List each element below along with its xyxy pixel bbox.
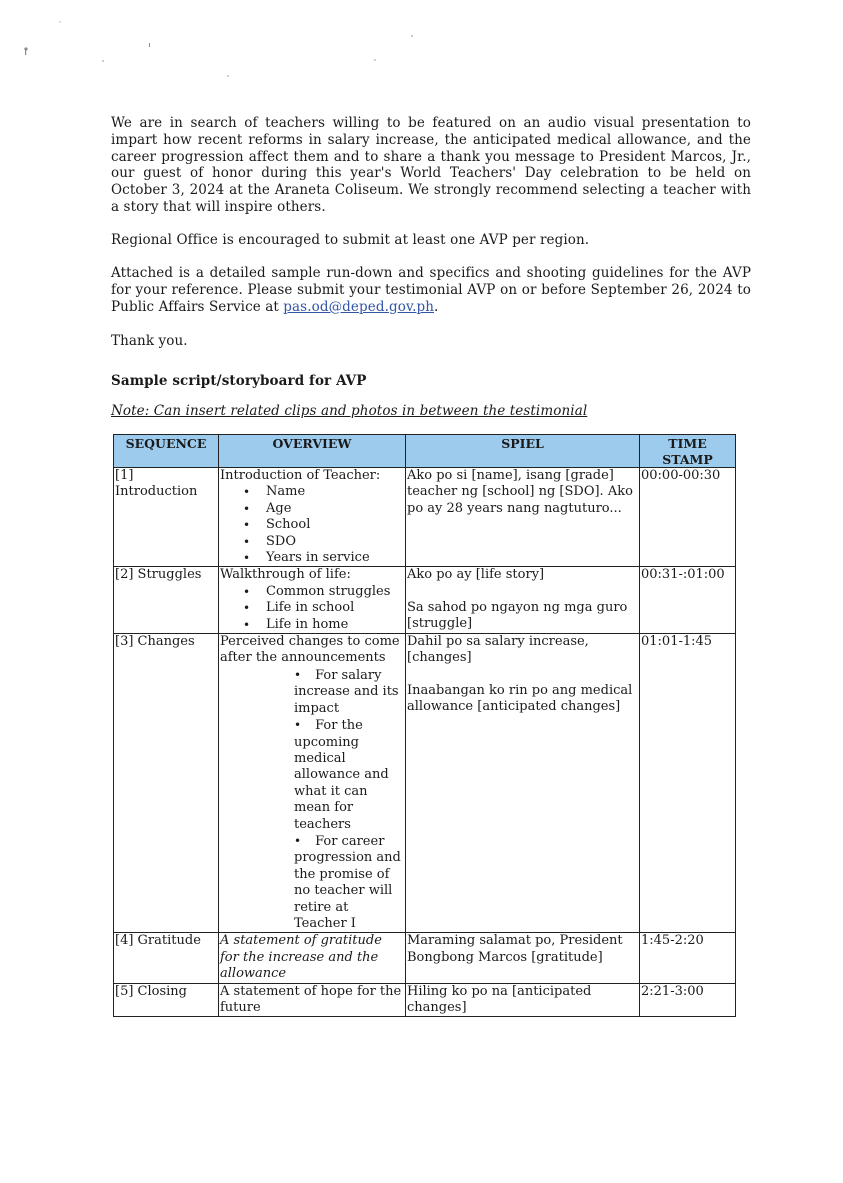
table-row <box>114 983 736 1017</box>
spiel-cell: Maraming salamat po, President Bongbong Marcos [gratitude] <box>406 933 640 983</box>
overview-cell <box>219 567 406 634</box>
overview-intro: Walkthrough of life: <box>220 567 351 583</box>
spiel-cell <box>406 567 640 634</box>
overview-list <box>220 484 404 566</box>
overview-list <box>220 584 404 633</box>
sequence-cell: [5] Closing <box>114 983 219 1017</box>
list-item: • Age <box>266 501 404 517</box>
attached-text: Attached is a detailed sample run-down and specifics and shooting guidelines for the AVP for your reference. Please submit your testimonial AVP on or before September 26, 2024 to Public Affairs Service at <box>111 265 751 315</box>
regional-paragraph: Regional Office is encouraged to submit at least one AVP per region. <box>111 232 590 248</box>
overview-cell <box>219 634 406 933</box>
list-item: • Years in service <box>266 550 404 566</box>
overview-cell: A statement of gratitude for the increase and the allowance <box>219 933 406 983</box>
time-cell: 00:31-:01:00 <box>640 567 736 634</box>
scan-specks <box>0 0 843 120</box>
overview-cell <box>219 468 406 567</box>
list-item: • School <box>266 517 404 533</box>
spiel-text: Inaabangan ko rin po ang medical allowance [anticipated changes] <box>407 682 633 715</box>
intro-paragraph: We are in search of teachers willing to be featured on an audio visual presentation to impart how recent reforms in salary increase, the anticipated medical allowance, and the career progression affect them and to share a thank you message to President Marcos, Jr., our guest of honor during this year's World Teachers' Day celebration to be held on October 3, 2024 at the Araneta Coliseum. We strongly recommend selecting a teacher with a story that will inspire others. <box>111 115 751 215</box>
spiel-text: Dahil po sa salary increase, [changes] <box>407 634 589 666</box>
time-cell: 2:21-3:00 <box>640 983 736 1017</box>
time-cell: 00:00-00:30 <box>640 468 736 567</box>
table-row <box>114 634 736 933</box>
spiel-cell <box>406 468 640 567</box>
sequence-cell: [2] Struggles <box>114 567 219 634</box>
time-cell: 01:01-1:45 <box>640 634 736 933</box>
table-row <box>114 933 736 983</box>
spiel-cell <box>406 634 640 933</box>
spiel-spacer <box>407 584 638 600</box>
thanks-paragraph: Thank you. <box>111 333 188 349</box>
list-item: • For career progression and the promise of no teacher will retire at Teacher I <box>294 833 404 932</box>
sequence-cell: [3] Changes <box>114 634 219 933</box>
list-item: • For salary increase and its impact <box>294 667 404 717</box>
attached-text-end: . <box>434 298 439 315</box>
note-line: Note: Can insert related clips and photos in between the testimonial <box>111 403 588 419</box>
spiel-spacer <box>407 667 638 683</box>
spiel-cell: Hiling ko po na [anticipated changes] <box>406 983 640 1017</box>
header-time-stamp: TIME STAMP <box>640 435 736 468</box>
email-link[interactable]: pas.od@deped.gov.ph <box>283 298 434 315</box>
list-item: • SDO <box>266 534 404 550</box>
time-cell: 1:45-2:20 <box>640 933 736 983</box>
overview-intro: Introduction of Teacher: <box>220 468 381 483</box>
overview-list <box>220 667 404 933</box>
list-item: • Life in home <box>266 617 404 633</box>
spiel-text: Ako po ay [life story] <box>407 567 545 583</box>
table-row <box>114 567 736 634</box>
spiel-text: Ako po si [name], isang [grade] teacher ng [school] ng [SDO]. Ako po ay 28 years nang nagtuturo... <box>407 468 633 516</box>
spiel-text: Sa sahod po ngayon ng mga guro [struggle] <box>407 599 628 632</box>
list-item: • Life in school <box>266 600 404 616</box>
attached-paragraph <box>111 265 751 315</box>
table-header-row <box>114 435 736 468</box>
header-spiel: SPIEL <box>406 435 640 468</box>
section-heading: Sample script/storyboard for AVP <box>111 373 367 389</box>
list-item: • For the upcoming medical allowance and what it can mean for teachers <box>294 717 404 833</box>
sequence-cell: [4] Gratitude <box>114 933 219 983</box>
header-sequence: SEQUENCE <box>114 435 219 468</box>
list-item: • Common struggles <box>266 584 404 600</box>
table-row <box>114 468 736 567</box>
sequence-cell: [1] Introduction <box>114 468 219 567</box>
overview-cell: A statement of hope for the future <box>219 983 406 1017</box>
header-overview: OVERVIEW <box>219 435 406 468</box>
list-item: • Name <box>266 484 404 500</box>
overview-intro: Perceived changes to come after the announcements <box>220 634 400 666</box>
storyboard-table <box>113 434 736 1017</box>
